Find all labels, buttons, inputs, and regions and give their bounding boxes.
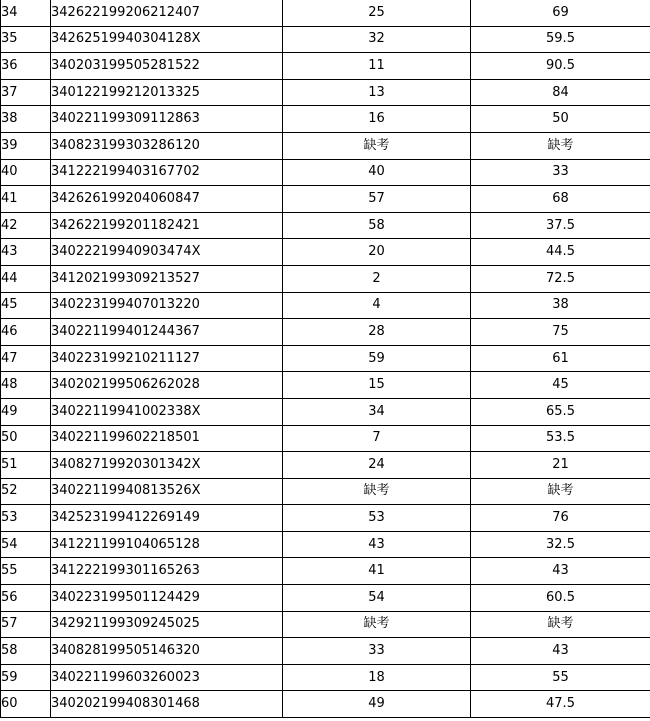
id-number: 341222199403167702 <box>51 159 283 186</box>
score-1: 28 <box>283 319 471 346</box>
score-2: 缺考 <box>471 611 650 638</box>
row-number: 37 <box>1 79 51 106</box>
table-row <box>1 345 650 372</box>
table-row <box>1 372 650 399</box>
score-1: 20 <box>283 239 471 266</box>
score-2: 90.5 <box>471 53 650 80</box>
row-number: 38 <box>1 106 51 133</box>
score-2: 50 <box>471 106 650 133</box>
id-number: 34082719920301342X <box>51 452 283 479</box>
id-number: 342921199309245025 <box>51 611 283 638</box>
row-number: 50 <box>1 425 51 452</box>
score-1: 59 <box>283 345 471 372</box>
table-row <box>1 505 650 532</box>
id-number: 340221199401244367 <box>51 319 283 346</box>
table-row <box>1 79 650 106</box>
id-number: 340203199505281522 <box>51 53 283 80</box>
score-1: 缺考 <box>283 132 471 159</box>
row-number: 56 <box>1 585 51 612</box>
table-row <box>1 239 650 266</box>
id-number: 342622199206212407 <box>51 0 283 26</box>
score-1: 4 <box>283 292 471 319</box>
score-2: 缺考 <box>471 478 650 505</box>
table-row <box>1 585 650 612</box>
score-1: 41 <box>283 558 471 585</box>
score-1: 58 <box>283 212 471 239</box>
table-row <box>1 611 650 638</box>
id-number: 340202199506262028 <box>51 372 283 399</box>
row-number: 51 <box>1 452 51 479</box>
table-row <box>1 664 650 691</box>
row-number: 57 <box>1 611 51 638</box>
row-number: 44 <box>1 265 51 292</box>
score-1: 49 <box>283 691 471 718</box>
score-2: 65.5 <box>471 398 650 425</box>
score-2: 69 <box>471 0 650 26</box>
id-number: 342523199412269149 <box>51 505 283 532</box>
id-number: 34262519940304128X <box>51 26 283 53</box>
id-number: 340828199505146320 <box>51 638 283 665</box>
score-2: 76 <box>471 505 650 532</box>
table-row <box>1 558 650 585</box>
row-number: 47 <box>1 345 51 372</box>
table-row <box>1 212 650 239</box>
score-2: 75 <box>471 319 650 346</box>
id-number: 340221199602218501 <box>51 425 283 452</box>
id-number: 340202199408301468 <box>51 691 283 718</box>
score-2: 缺考 <box>471 132 650 159</box>
score-2: 37.5 <box>471 212 650 239</box>
score-2: 60.5 <box>471 585 650 612</box>
row-number: 49 <box>1 398 51 425</box>
id-number: 340223199210211127 <box>51 345 283 372</box>
score-2: 43 <box>471 558 650 585</box>
row-number: 52 <box>1 478 51 505</box>
score-1: 54 <box>283 585 471 612</box>
row-number: 43 <box>1 239 51 266</box>
row-number: 39 <box>1 132 51 159</box>
score-2: 38 <box>471 292 650 319</box>
table-row <box>1 638 650 665</box>
score-1: 25 <box>283 0 471 26</box>
row-number: 41 <box>1 186 51 213</box>
table-row <box>1 531 650 558</box>
table-row <box>1 452 650 479</box>
id-number: 342622199201182421 <box>51 212 283 239</box>
score-1: 34 <box>283 398 471 425</box>
row-number: 34 <box>1 0 51 26</box>
table-row <box>1 265 650 292</box>
table-row <box>1 292 650 319</box>
id-number: 340823199303286120 <box>51 132 283 159</box>
row-number: 48 <box>1 372 51 399</box>
table-row <box>1 691 650 718</box>
score-1: 11 <box>283 53 471 80</box>
id-number: 340122199212013325 <box>51 79 283 106</box>
score-2: 61 <box>471 345 650 372</box>
row-number: 35 <box>1 26 51 53</box>
id-number: 340221199309112863 <box>51 106 283 133</box>
score-2: 32.5 <box>471 531 650 558</box>
score-2: 33 <box>471 159 650 186</box>
table-row <box>1 478 650 505</box>
row-number: 53 <box>1 505 51 532</box>
table-row <box>1 186 650 213</box>
score-table-body <box>1 0 650 718</box>
table-row <box>1 132 650 159</box>
id-number: 34022119940813526X <box>51 478 283 505</box>
table-row <box>1 53 650 80</box>
score-2: 44.5 <box>471 239 650 266</box>
id-number: 34022119941002338X <box>51 398 283 425</box>
id-number: 340223199501124429 <box>51 585 283 612</box>
id-number: 341202199309213527 <box>51 265 283 292</box>
table-row <box>1 398 650 425</box>
score-1: 32 <box>283 26 471 53</box>
table-row <box>1 106 650 133</box>
row-number: 55 <box>1 558 51 585</box>
id-number: 341221199104065128 <box>51 531 283 558</box>
score-1: 18 <box>283 664 471 691</box>
score-2: 45 <box>471 372 650 399</box>
row-number: 36 <box>1 53 51 80</box>
score-1: 16 <box>283 106 471 133</box>
score-1: 24 <box>283 452 471 479</box>
row-number: 45 <box>1 292 51 319</box>
score-1: 40 <box>283 159 471 186</box>
score-2: 43 <box>471 638 650 665</box>
score-2: 68 <box>471 186 650 213</box>
score-1: 57 <box>283 186 471 213</box>
score-1: 15 <box>283 372 471 399</box>
score-1: 7 <box>283 425 471 452</box>
id-number: 34022219940903474X <box>51 239 283 266</box>
id-number: 340221199603260023 <box>51 664 283 691</box>
score-1: 43 <box>283 531 471 558</box>
score-1: 53 <box>283 505 471 532</box>
score-1: 13 <box>283 79 471 106</box>
score-2: 53.5 <box>471 425 650 452</box>
table-row <box>1 319 650 346</box>
row-number: 58 <box>1 638 51 665</box>
table-row <box>1 0 650 26</box>
table-row <box>1 26 650 53</box>
row-number: 40 <box>1 159 51 186</box>
score-2: 21 <box>471 452 650 479</box>
row-number: 46 <box>1 319 51 346</box>
id-number: 341222199301165263 <box>51 558 283 585</box>
score-2: 72.5 <box>471 265 650 292</box>
score-1: 2 <box>283 265 471 292</box>
table-row <box>1 425 650 452</box>
score-1: 缺考 <box>283 611 471 638</box>
score-2: 59.5 <box>471 26 650 53</box>
row-number: 60 <box>1 691 51 718</box>
score-1: 33 <box>283 638 471 665</box>
table-row <box>1 159 650 186</box>
score-2: 47.5 <box>471 691 650 718</box>
score-1: 缺考 <box>283 478 471 505</box>
row-number: 54 <box>1 531 51 558</box>
row-number: 59 <box>1 664 51 691</box>
row-number: 42 <box>1 212 51 239</box>
id-number: 340223199407013220 <box>51 292 283 319</box>
id-number: 342626199204060847 <box>51 186 283 213</box>
score-2: 55 <box>471 664 650 691</box>
score-2: 84 <box>471 79 650 106</box>
